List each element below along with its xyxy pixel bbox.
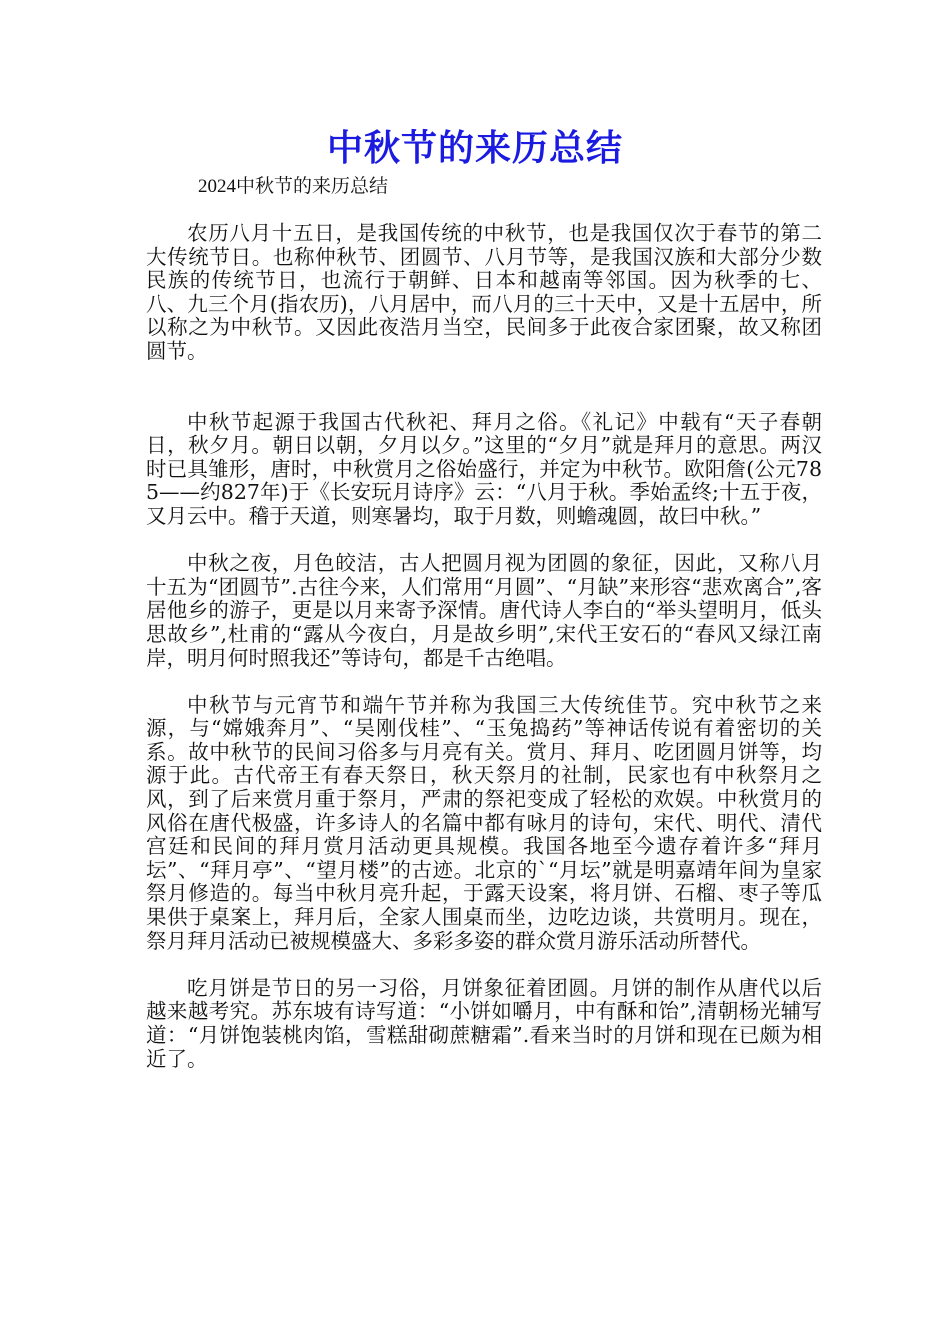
document-subtitle: 2024中秋节的来历总结 bbox=[198, 176, 389, 197]
paragraph-origin: 中秋节起源于我国古代秋祀、拜月之俗。《礼记》中载有“天子春朝日，秋夕月。朝日以朝，夕月以夕。”这里的“夕月”就是拜月的意思。两汉时已具雏形，唐时，中秋赏月之俗始盛行，并定为中秋节。欧阳詹(公元785——约827年)于《长安玩月诗序》云：“八月于秋。季始孟终;十五于夜，又月云中。稽于天道，则寒暑均，取于月数，则蟾魂圆，故曰中秋。” bbox=[146, 409, 822, 528]
document-body bbox=[146, 222, 822, 1071]
paragraph-mooncakes: 吃月饼是节日的另一习俗，月饼象征着团圆。月饼的制作从唐代以后越来越考究。苏东坡有诗写道：“小饼如嚼月，中有酥和饴”,清朝杨光辅写道：“月饼饱装桃肉馅，雪糕甜砌蔗糖霜”.看来当时的月饼和现在已颇为相近了。 bbox=[146, 975, 822, 1071]
paragraph-moon-symbol: 中秋之夜，月色皎洁，古人把圆月视为团圆的象征，因此，又称八月十五为“团圆节”.古往今来，人们常用“月圆”、“月缺”来形容“悲欢离合”,客居他乡的游子，更是以月来寄予深情。唐代诗人李白的“举头望明月，低头思故乡”,杜甫的“露从今夜白，月是故乡明”,宋代王安石的“春风又绿江南岸，明月何时照我还”等诗句，都是千古绝唱。 bbox=[146, 551, 822, 670]
paragraph-festival-customs: 中秋节与元宵节和端午节并称为我国三大传统佳节。究中秋节之来源，与“嫦娥奔月”、“吴刚伐桂”、“玉兔捣药”等神话传说有着密切的关系。故中秋节的民间习俗多与月亮有关。赏月、拜月、吃团圆月饼等，均源于此。古代帝王有春天祭日，秋天祭月的社制，民家也有中秋祭月之风，到了后来赏月重于祭月，严肃的祭祀变成了轻松的欢娱。中秋赏月的风俗在唐代极盛，许多诗人的名篇中都有咏月的诗句，宋代、明代、清代宫廷和民间的拜月赏月活动更具规模。我国各地至今遗存着许多“拜月坛”、“拜月亭”、“望月楼”的古迹。北京的`“月坛”就是明嘉靖年间为皇家祭月修造的。每当中秋月亮升起，于露天设案，将月饼、石榴、枣子等瓜果供于桌案上，拜月后，全家人围桌而坐，边吃边谈，共赏明月。现在，祭月拜月活动已被规模盛大、多彩多姿的群众赏月游乐活动所替代。 bbox=[146, 692, 822, 953]
paragraph-intro: 农历八月十五日，是我国传统的中秋节，也是我国仅次于春节的第二大传统节日。也称仲秋节、团圆节、八月节等，是我国汉族和大部分少数民族的传统节日，也流行于朝鲜、日本和越南等邻国。因为秋季的七、八、九三个月(指农历)，八月居中，而八月的三十天中，又是十五居中，所以称之为中秋节。又因此夜浩月当空，民间多于此夜合家团聚，故又称团圆节。 bbox=[146, 221, 822, 363]
document-title: 中秋节的来历总结 bbox=[326, 128, 623, 169]
